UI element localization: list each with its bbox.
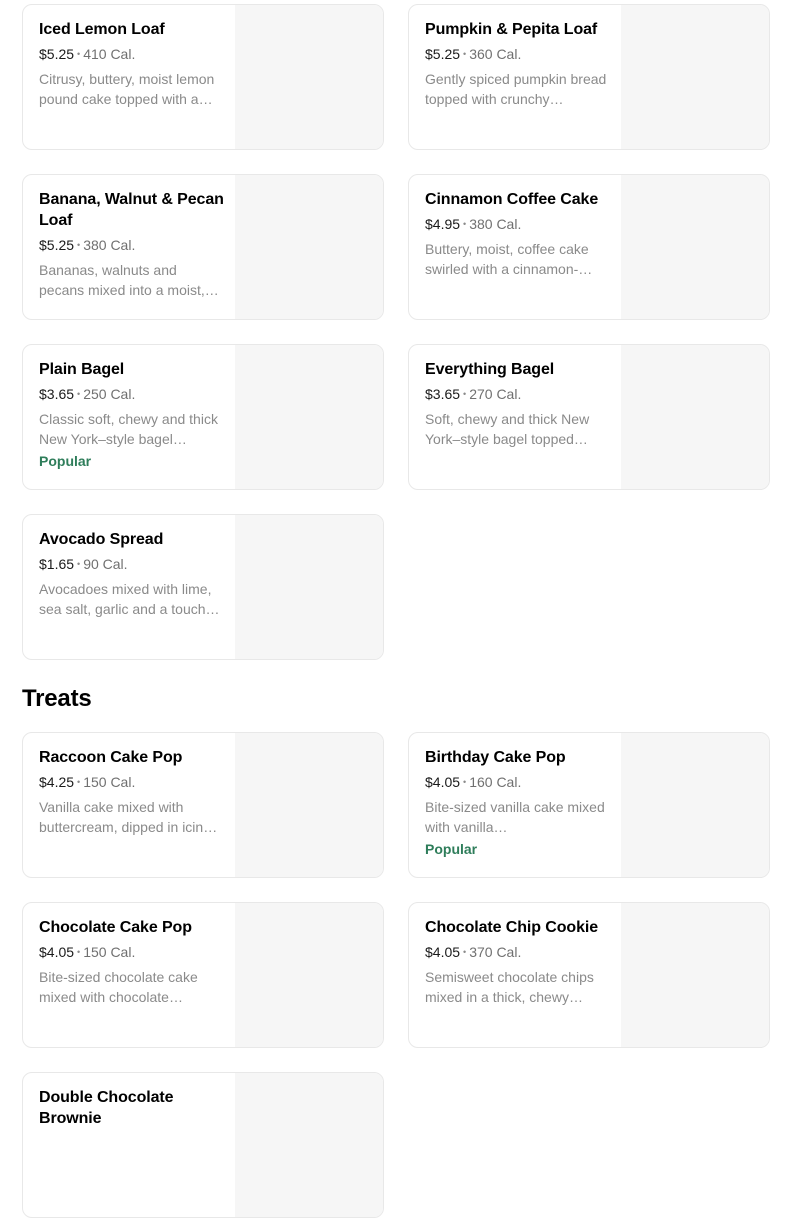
menu-item-info xyxy=(23,733,235,877)
popular-badge: Popular xyxy=(425,841,478,857)
menu-item-price: $4.05 xyxy=(39,944,75,960)
menu-item-calories: 90 Cal. xyxy=(83,556,128,572)
menu-item-description: Bite-sized vanilla cake mixed with vanilla… xyxy=(425,799,605,835)
menu-item-description: Soft, chewy and thick New York–style bagel topped… xyxy=(425,411,590,447)
menu-item-price-line xyxy=(39,45,225,63)
menu-item-info xyxy=(23,345,235,489)
menu-item-title: Everything Bagel xyxy=(425,361,555,378)
menu-item-price: $4.25 xyxy=(39,774,75,790)
menu-item-calories: 270 Cal. xyxy=(469,386,522,402)
price-calorie-separator-dot: • xyxy=(463,947,467,957)
price-calorie-separator-dot: • xyxy=(77,777,81,787)
menu-item-price-line xyxy=(425,385,611,403)
price-calorie-separator-dot: • xyxy=(463,49,467,59)
menu-item-price: $5.25 xyxy=(39,237,75,253)
price-calorie-separator-dot: • xyxy=(77,947,81,957)
menu-item-price-line xyxy=(425,215,611,233)
menu-item-info xyxy=(409,5,621,149)
menu-item-title: Raccoon Cake Pop xyxy=(39,749,183,766)
price-calorie-separator-dot: • xyxy=(463,219,467,229)
menu-item-description: Bananas, walnuts and pecans mixed into a moist,… xyxy=(39,262,219,298)
menu-item-title: Cinnamon Coffee Cake xyxy=(425,191,599,208)
menu-item-card[interactable] xyxy=(22,1072,384,1218)
menu-item-price-line xyxy=(39,555,225,573)
menu-item-price-line xyxy=(39,943,225,961)
menu-item-description: Vanilla cake mixed with buttercream, dipped in icin… xyxy=(39,799,218,835)
menu-item-calories: 360 Cal. xyxy=(469,46,522,62)
menu-item-description: Classic soft, chewy and thick New York–style bagel… xyxy=(39,411,218,447)
menu-item-price-line xyxy=(425,45,611,63)
price-calorie-separator-dot: • xyxy=(77,240,81,250)
menu-item-title: Pumpkin & Pepita Loaf xyxy=(425,21,598,38)
menu-item-image-placeholder xyxy=(235,733,383,877)
menu-item-card[interactable] xyxy=(408,4,770,150)
menu-item-price: $4.95 xyxy=(425,216,461,232)
menu-item-info xyxy=(23,903,235,1047)
menu-item-title: Plain Bagel xyxy=(39,361,125,378)
menu-item-card[interactable] xyxy=(22,4,384,150)
menu-item-price: $3.65 xyxy=(39,386,75,402)
menu-item-description: Citrusy, buttery, moist lemon pound cake topped with a… xyxy=(39,71,215,107)
menu-item-price: $4.05 xyxy=(425,774,461,790)
menu-item-card[interactable] xyxy=(22,732,384,878)
menu-item-info xyxy=(409,903,621,1047)
menu-item-calories: 410 Cal. xyxy=(83,46,136,62)
menu-item-price-line xyxy=(425,773,611,791)
menu-item-info xyxy=(23,175,235,319)
menu-item-image-placeholder xyxy=(235,1073,383,1217)
menu-item-title: Birthday Cake Pop xyxy=(425,749,566,766)
menu-item-image-placeholder xyxy=(621,733,769,877)
menu-item-card[interactable] xyxy=(22,174,384,320)
menu-item-price-line xyxy=(39,385,225,403)
menu-item-title: Chocolate Chip Cookie xyxy=(425,919,599,936)
menu-item-image-placeholder xyxy=(621,345,769,489)
menu-item-info xyxy=(23,1073,235,1217)
menu-item-price-line xyxy=(39,236,225,254)
menu-item-info xyxy=(23,5,235,149)
menu-item-calories: 370 Cal. xyxy=(469,944,522,960)
menu-item-card[interactable] xyxy=(408,174,770,320)
menu-item-image-placeholder xyxy=(621,5,769,149)
popular-badge: Popular xyxy=(39,453,92,469)
menu-item-price: $3.65 xyxy=(425,386,461,402)
menu-item-calories: 150 Cal. xyxy=(83,944,136,960)
menu-item-title: Chocolate Cake Pop xyxy=(39,919,192,936)
menu-item-card[interactable] xyxy=(22,514,384,660)
menu-item-title: Iced Lemon Loaf xyxy=(39,21,165,38)
menu-grid-treats xyxy=(22,732,770,1218)
menu-item-image-placeholder xyxy=(621,175,769,319)
menu-item-card[interactable] xyxy=(408,732,770,878)
menu-item-image-placeholder xyxy=(235,903,383,1047)
menu-section-1 xyxy=(22,4,770,660)
menu-item-calories: 380 Cal. xyxy=(83,237,136,253)
menu-item-card[interactable] xyxy=(408,902,770,1048)
menu-item-image-placeholder xyxy=(235,345,383,489)
menu-item-info xyxy=(23,515,235,659)
menu-item-info xyxy=(409,733,621,877)
menu-item-price: $5.25 xyxy=(39,46,75,62)
price-calorie-separator-dot: • xyxy=(463,389,467,399)
menu-item-info xyxy=(409,175,621,319)
menu-item-description: Gently spiced pumpkin bread topped with crunchy… xyxy=(425,71,607,107)
menu-item-card[interactable] xyxy=(22,902,384,1048)
menu-item-image-placeholder xyxy=(235,515,383,659)
menu-item-title: Avocado Spread xyxy=(39,531,164,548)
menu-section-treats xyxy=(22,684,770,1218)
menu-item-card[interactable] xyxy=(22,344,384,490)
menu-item-description: Bite-sized chocolate cake mixed with chocolate… xyxy=(39,969,198,1005)
price-calorie-separator-dot: • xyxy=(77,559,81,569)
menu-item-price: $4.05 xyxy=(425,944,461,960)
price-calorie-separator-dot: • xyxy=(463,777,467,787)
menu-item-image-placeholder xyxy=(235,5,383,149)
menu-item-description: Semisweet chocolate chips mixed in a thick, chewy… xyxy=(425,969,594,1005)
menu-item-price: $5.25 xyxy=(425,46,461,62)
menu-item-card[interactable] xyxy=(408,344,770,490)
menu-item-calories: 250 Cal. xyxy=(83,386,136,402)
menu-item-calories: 150 Cal. xyxy=(83,774,136,790)
menu-item-title: Double Chocolate Brownie xyxy=(39,1089,174,1127)
price-calorie-separator-dot: • xyxy=(77,389,81,399)
menu-item-title: Banana, Walnut & Pecan Loaf xyxy=(39,191,224,229)
menu-item-info xyxy=(409,345,621,489)
menu-item-price-line xyxy=(39,773,225,791)
menu-item-calories: 160 Cal. xyxy=(469,774,522,790)
menu-item-price: $1.65 xyxy=(39,556,75,572)
menu-item-calories: 380 Cal. xyxy=(469,216,522,232)
menu-item-description: Buttery, moist, coffee cake swirled with a cinnamon-… xyxy=(425,241,593,277)
menu-item-image-placeholder xyxy=(621,903,769,1047)
price-calorie-separator-dot: • xyxy=(77,49,81,59)
section-heading-treats: Treats xyxy=(22,685,92,712)
menu-item-image-placeholder xyxy=(235,175,383,319)
menu-grid-1 xyxy=(22,4,770,660)
menu-item-description: Avocadoes mixed with lime, sea salt, garlic and a touch… xyxy=(39,581,220,617)
menu-item-price-line xyxy=(425,943,611,961)
